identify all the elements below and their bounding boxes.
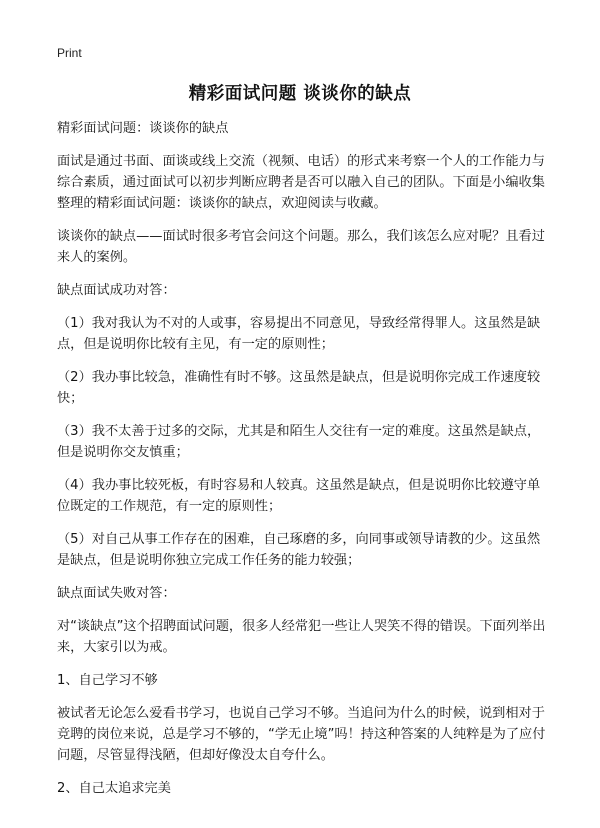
paragraph-failure-intro: 对“谈缺点”这个招聘面试问题，很多人经常犯一些让人哭笑不得的错误。下面列举出来，大家引以为戒。 — [57, 619, 546, 655]
section-heading-success: 缺点面试成功对答： — [57, 283, 176, 298]
page-title: 精彩面试问题 谈谈你的缺点 — [188, 84, 412, 104]
print-label[interactable]: Print — [57, 46, 82, 60]
article-body — [57, 118, 549, 811]
paragraph-intro: 面试是通过书面、面谈或线上交流（视频、电话）的形式来考察一个人的工作能力与综合素质，通过面试可以初步判断应聘者是否可以融入自己的团队。下面是小编收集整理的精彩面试问题：谈谈你的缺点，欢迎阅读与收藏。 — [57, 154, 545, 211]
section-heading-failure: 缺点面试失败对答： — [57, 586, 176, 601]
list-item: （3）我不太善于过多的交际，尤其是和陌生人交往有一定的难度。这虽然是缺点，但是说明你交友慎重； — [57, 424, 541, 460]
list-item: （1）我对我认为不对的人或事，容易提出不同意见，导致经常得罪人。这虽然是缺点，但是说明你比较有主见，有一定的原则性； — [57, 316, 541, 352]
paragraph-subtitle: 精彩面试问题：谈谈你的缺点 — [57, 121, 229, 136]
numbered-heading: 1、自己学习不够 — [57, 673, 158, 688]
list-item: （5）对自己从事工作存在的困难，自己琢磨的多，向同事或领导请教的少。这虽然是缺点，但是说明你独立完成工作任务的能力较强； — [57, 532, 541, 568]
paragraph-question: 谈谈你的缺点——面试时很多考官会问这个问题。那么，我们该怎么应对呢？且看过来人的案例。 — [57, 229, 545, 265]
numbered-heading: 2、自己太追求完美 — [57, 781, 171, 796]
list-item: （4）我办事比较死板，有时容易和人较真。这虽然是缺点，但是说明你比较遵守单位既定的工作规范，有一定的原则性； — [57, 478, 541, 514]
list-item: （2）我办事比较急，准确性有时不够。这虽然是缺点，但是说明你完成工作速度较快； — [57, 370, 541, 406]
paragraph-explanation: 被试者无论怎么爱看书学习，也说自己学习不够。当追问为什么的时候，说到相对于竞聘的岗位来说，总是学习不够的，“学无止境”吗！持这种答案的人纯粹是为了应付问题，尽管显得浅陋，但却好像没太自夸什么。 — [57, 706, 546, 763]
